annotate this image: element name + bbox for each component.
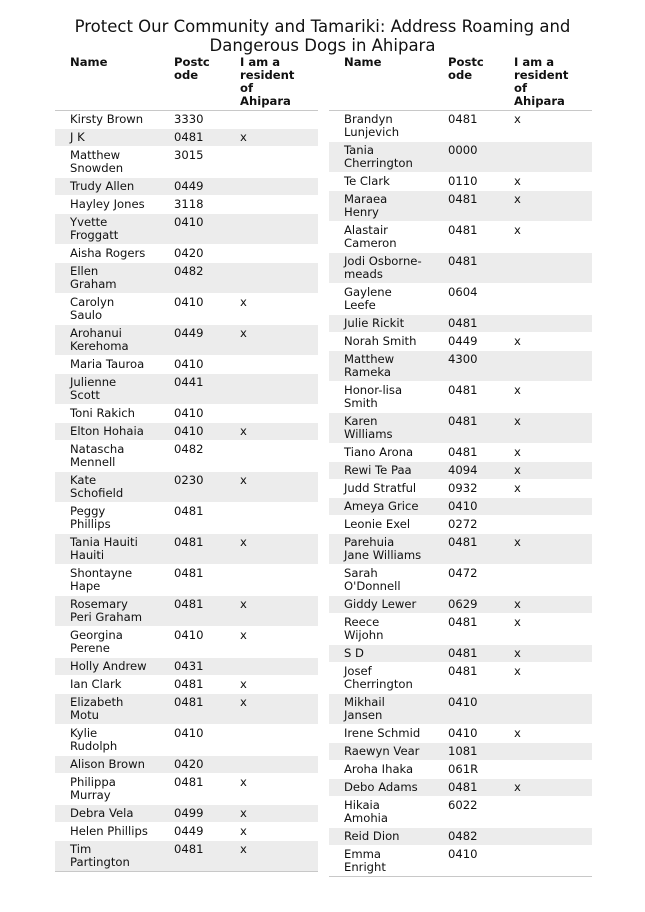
table-row xyxy=(55,805,318,823)
cell-resident xyxy=(499,828,592,846)
cell-postcode: 0481 xyxy=(433,111,499,142)
cell-name: Ian Clark xyxy=(55,676,159,694)
table-row xyxy=(55,823,318,841)
cell-resident xyxy=(499,565,592,596)
cell-name: S D xyxy=(329,645,433,663)
table-row xyxy=(329,191,592,222)
cell-postcode: 0410 xyxy=(433,846,499,877)
cell-name: Reece Wijohn xyxy=(329,614,433,645)
title-line-2: Dangerous Dogs in Ahipara xyxy=(209,36,436,55)
cell-resident xyxy=(225,111,318,129)
cell-name: Georgina Perene xyxy=(55,627,159,658)
table-row xyxy=(329,444,592,462)
cell-resident xyxy=(499,315,592,333)
cell-resident xyxy=(499,284,592,315)
table-row xyxy=(329,645,592,663)
table-row xyxy=(329,480,592,498)
table-row xyxy=(329,284,592,315)
table-row xyxy=(329,694,592,725)
table-row xyxy=(329,516,592,534)
cell-name: Helen Phillips xyxy=(55,823,159,841)
cell-postcode: 0472 xyxy=(433,565,499,596)
table-row xyxy=(329,614,592,645)
cell-name: Natascha Mennell xyxy=(55,441,159,472)
cell-resident: x xyxy=(499,645,592,663)
cell-resident xyxy=(499,694,592,725)
table-row xyxy=(329,761,592,779)
cell-resident xyxy=(499,142,592,173)
cell-name: Giddy Lewer xyxy=(329,596,433,614)
cell-postcode: 4300 xyxy=(433,351,499,382)
cell-postcode: 0410 xyxy=(159,405,225,423)
signatures-table-right xyxy=(329,56,592,877)
cell-postcode: 0410 xyxy=(433,725,499,743)
table-row xyxy=(329,142,592,173)
cell-resident: x xyxy=(499,462,592,480)
cell-resident: x xyxy=(225,472,318,503)
table-row xyxy=(329,846,592,877)
table-row xyxy=(329,413,592,444)
cell-postcode: 0449 xyxy=(433,333,499,351)
cell-postcode: 0449 xyxy=(159,325,225,356)
cell-postcode: 0481 xyxy=(159,596,225,627)
cell-resident xyxy=(499,253,592,284)
table-row xyxy=(55,596,318,627)
header-resident: I am a resident of Ahipara xyxy=(499,56,592,111)
cell-resident: x xyxy=(499,382,592,413)
document-title xyxy=(0,17,645,55)
cell-resident xyxy=(225,178,318,196)
cell-postcode: 0272 xyxy=(433,516,499,534)
table-row xyxy=(329,333,592,351)
table-row xyxy=(329,315,592,333)
cell-resident: x xyxy=(499,444,592,462)
cell-name: Alastair Cameron xyxy=(329,222,433,253)
cell-resident xyxy=(225,725,318,756)
cell-resident: x xyxy=(225,805,318,823)
table-row xyxy=(55,178,318,196)
cell-name: Irene Schmid xyxy=(329,725,433,743)
cell-postcode: 4094 xyxy=(433,462,499,480)
cell-postcode: 0481 xyxy=(159,694,225,725)
cell-name: Philippa Murray xyxy=(55,774,159,805)
table-row xyxy=(329,351,592,382)
cell-name: Sarah O'Donnell xyxy=(329,565,433,596)
cell-resident xyxy=(499,846,592,877)
cell-name: Josef Cherrington xyxy=(329,663,433,694)
cell-name: Peggy Phillips xyxy=(55,503,159,534)
table-body-left xyxy=(55,111,318,872)
table-row xyxy=(329,498,592,516)
header-row xyxy=(329,56,592,111)
cell-postcode: 0481 xyxy=(433,382,499,413)
cell-postcode: 0604 xyxy=(433,284,499,315)
cell-postcode: 0410 xyxy=(159,356,225,374)
table-row xyxy=(329,663,592,694)
cell-resident: x xyxy=(499,725,592,743)
table-row xyxy=(55,196,318,214)
cell-name: Rosemary Peri Graham xyxy=(55,596,159,627)
table-row xyxy=(329,222,592,253)
cell-name: Elton Hohaia xyxy=(55,423,159,441)
table-row xyxy=(55,111,318,129)
cell-name: Alison Brown xyxy=(55,756,159,774)
cell-name: Arohanui Kerehoma xyxy=(55,325,159,356)
cell-name: Raewyn Vear xyxy=(329,743,433,761)
cell-name: Ellen Graham xyxy=(55,263,159,294)
table-row xyxy=(329,743,592,761)
cell-name: Norah Smith xyxy=(329,333,433,351)
table-row xyxy=(55,147,318,178)
cell-name: Matthew Rameka xyxy=(329,351,433,382)
cell-name: Trudy Allen xyxy=(55,178,159,196)
cell-name: Carolyn Saulo xyxy=(55,294,159,325)
cell-resident xyxy=(499,498,592,516)
cell-postcode: 0410 xyxy=(159,294,225,325)
table-row xyxy=(55,694,318,725)
table-row xyxy=(329,596,592,614)
cell-postcode: 0410 xyxy=(159,423,225,441)
cell-resident xyxy=(225,263,318,294)
header-name: Name xyxy=(329,56,433,111)
cell-name: Leonie Exel xyxy=(329,516,433,534)
cell-postcode: 0410 xyxy=(433,694,499,725)
cell-name: Aroha Ihaka xyxy=(329,761,433,779)
cell-postcode: 0482 xyxy=(159,263,225,294)
cell-resident xyxy=(499,761,592,779)
cell-postcode: 0000 xyxy=(433,142,499,173)
cell-postcode: 1081 xyxy=(433,743,499,761)
cell-postcode: 3330 xyxy=(159,111,225,129)
table-row xyxy=(329,725,592,743)
table-row xyxy=(329,173,592,191)
table-row xyxy=(55,245,318,263)
cell-resident xyxy=(225,503,318,534)
cell-postcode: 0110 xyxy=(433,173,499,191)
header-postcode: Postc ode xyxy=(159,56,225,111)
cell-resident: x xyxy=(225,534,318,565)
cell-postcode: 0481 xyxy=(159,565,225,596)
cell-postcode: 0481 xyxy=(433,253,499,284)
cell-name: Kylie Rudolph xyxy=(55,725,159,756)
cell-resident: x xyxy=(499,111,592,142)
cell-postcode: 3118 xyxy=(159,196,225,214)
cell-name: Tim Partington xyxy=(55,841,159,872)
table-row xyxy=(55,565,318,596)
table-row xyxy=(329,111,592,142)
cell-resident: x xyxy=(225,596,318,627)
table-row xyxy=(55,627,318,658)
cell-resident: x xyxy=(225,774,318,805)
cell-name: Toni Rakich xyxy=(55,405,159,423)
cell-postcode: 0410 xyxy=(159,627,225,658)
cell-resident: x xyxy=(225,325,318,356)
cell-postcode: 0449 xyxy=(159,178,225,196)
cell-resident xyxy=(225,245,318,263)
table-row xyxy=(55,841,318,872)
cell-resident xyxy=(499,516,592,534)
cell-resident: x xyxy=(499,222,592,253)
cell-name: Kirsty Brown xyxy=(55,111,159,129)
cell-name: Kate Schofield xyxy=(55,472,159,503)
cell-postcode: 0481 xyxy=(433,779,499,797)
cell-name: Julie Rickit xyxy=(329,315,433,333)
table-row xyxy=(55,263,318,294)
cell-name: Parehuia Jane Williams xyxy=(329,534,433,565)
cell-postcode: 0482 xyxy=(433,828,499,846)
table-row xyxy=(329,565,592,596)
cell-resident xyxy=(225,756,318,774)
table-row xyxy=(329,462,592,480)
cell-postcode: 0481 xyxy=(433,222,499,253)
cell-name: Aisha Rogers xyxy=(55,245,159,263)
cell-name: Mikhail Jansen xyxy=(329,694,433,725)
signatures-table-left xyxy=(55,56,318,872)
cell-name: Emma Enright xyxy=(329,846,433,877)
table-body-right xyxy=(329,111,592,877)
cell-resident xyxy=(225,441,318,472)
cell-postcode: 0481 xyxy=(433,315,499,333)
cell-postcode: 0441 xyxy=(159,374,225,405)
cell-resident xyxy=(499,797,592,828)
cell-name: Judd Stratful xyxy=(329,480,433,498)
cell-resident xyxy=(225,374,318,405)
cell-postcode: 0449 xyxy=(159,823,225,841)
cell-postcode: 0410 xyxy=(433,498,499,516)
cell-name: Maria Tauroa xyxy=(55,356,159,374)
cell-postcode: 0420 xyxy=(159,756,225,774)
cell-postcode: 0481 xyxy=(433,191,499,222)
cell-postcode: 0499 xyxy=(159,805,225,823)
cell-resident xyxy=(499,743,592,761)
cell-resident: x xyxy=(499,779,592,797)
title-line-1: Protect Our Community and Tamariki: Address Roaming and xyxy=(74,17,571,36)
table-row xyxy=(55,756,318,774)
cell-name: Matthew Snowden xyxy=(55,147,159,178)
cell-postcode: 0420 xyxy=(159,245,225,263)
table-row xyxy=(329,253,592,284)
cell-name: Hayley Jones xyxy=(55,196,159,214)
table-row xyxy=(55,405,318,423)
cell-name: Holly Andrew xyxy=(55,658,159,676)
cell-name: Maraea Henry xyxy=(329,191,433,222)
cell-name: Reid Dion xyxy=(329,828,433,846)
table-row xyxy=(55,356,318,374)
cell-name: Debo Adams xyxy=(329,779,433,797)
table-row xyxy=(55,423,318,441)
table-row xyxy=(55,129,318,147)
table-row xyxy=(329,534,592,565)
cell-postcode: 0481 xyxy=(433,534,499,565)
cell-name: Te Clark xyxy=(329,173,433,191)
header-row xyxy=(55,56,318,111)
cell-resident: x xyxy=(499,480,592,498)
cell-resident: x xyxy=(225,423,318,441)
header-resident: I am a resident of Ahipara xyxy=(225,56,318,111)
table-row xyxy=(55,774,318,805)
table-row xyxy=(329,797,592,828)
table-row xyxy=(55,676,318,694)
cell-resident: x xyxy=(499,596,592,614)
cell-postcode: 0482 xyxy=(159,441,225,472)
cell-name: Hikaia Amohia xyxy=(329,797,433,828)
cell-postcode: 0410 xyxy=(159,725,225,756)
cell-postcode: 061R xyxy=(433,761,499,779)
table-row xyxy=(55,534,318,565)
cell-postcode: 0481 xyxy=(159,534,225,565)
cell-resident xyxy=(225,196,318,214)
cell-postcode: 0410 xyxy=(159,214,225,245)
cell-resident: x xyxy=(499,614,592,645)
cell-resident: x xyxy=(499,534,592,565)
cell-resident: x xyxy=(225,129,318,147)
table-row xyxy=(329,779,592,797)
cell-resident: x xyxy=(225,294,318,325)
cell-postcode: 3015 xyxy=(159,147,225,178)
cell-resident: x xyxy=(499,663,592,694)
cell-resident: x xyxy=(225,694,318,725)
cell-name: Shontayne Hape xyxy=(55,565,159,596)
table-row xyxy=(55,441,318,472)
cell-name: J K xyxy=(55,129,159,147)
cell-postcode: 0481 xyxy=(433,663,499,694)
table-row xyxy=(55,503,318,534)
table-row xyxy=(329,382,592,413)
cell-resident: x xyxy=(499,173,592,191)
cell-postcode: 0481 xyxy=(433,413,499,444)
cell-resident xyxy=(225,147,318,178)
cell-resident: x xyxy=(499,413,592,444)
cell-resident xyxy=(225,356,318,374)
cell-postcode: 0481 xyxy=(433,444,499,462)
cell-postcode: 0629 xyxy=(433,596,499,614)
cell-name: Ameya Grice xyxy=(329,498,433,516)
cell-name: Jodi Osborne- meads xyxy=(329,253,433,284)
cell-postcode: 0481 xyxy=(433,614,499,645)
header-postcode: Postc ode xyxy=(433,56,499,111)
table-row xyxy=(55,658,318,676)
table-row xyxy=(329,828,592,846)
table-row xyxy=(55,214,318,245)
cell-resident: x xyxy=(499,191,592,222)
cell-resident xyxy=(225,565,318,596)
cell-resident xyxy=(225,405,318,423)
cell-name: Elizabeth Motu xyxy=(55,694,159,725)
cell-postcode: 0481 xyxy=(159,841,225,872)
table-row xyxy=(55,472,318,503)
cell-resident xyxy=(225,658,318,676)
cell-name: Tania Hauiti Hauiti xyxy=(55,534,159,565)
header-name: Name xyxy=(55,56,159,111)
cell-postcode: 0932 xyxy=(433,480,499,498)
cell-name: Karen Williams xyxy=(329,413,433,444)
cell-name: Gaylene Leefe xyxy=(329,284,433,315)
cell-resident: x xyxy=(225,676,318,694)
cell-postcode: 0230 xyxy=(159,472,225,503)
cell-postcode: 0431 xyxy=(159,658,225,676)
cell-name: Tania Cherrington xyxy=(329,142,433,173)
cell-name: Debra Vela xyxy=(55,805,159,823)
cell-name: Honor-lisa Smith xyxy=(329,382,433,413)
cell-resident: x xyxy=(225,841,318,872)
cell-resident: x xyxy=(225,627,318,658)
cell-name: Yvette Froggatt xyxy=(55,214,159,245)
cell-postcode: 0481 xyxy=(159,129,225,147)
table-row xyxy=(55,325,318,356)
cell-resident: x xyxy=(499,333,592,351)
cell-postcode: 0481 xyxy=(159,676,225,694)
table-row xyxy=(55,725,318,756)
cell-postcode: 6022 xyxy=(433,797,499,828)
cell-postcode: 0481 xyxy=(159,774,225,805)
cell-name: Rewi Te Paa xyxy=(329,462,433,480)
cell-resident: x xyxy=(225,823,318,841)
cell-name: Julienne Scott xyxy=(55,374,159,405)
table-row xyxy=(55,294,318,325)
cell-postcode: 0481 xyxy=(433,645,499,663)
cell-name: Tiano Arona xyxy=(329,444,433,462)
cell-resident xyxy=(499,351,592,382)
table-row xyxy=(55,374,318,405)
cell-name: Brandyn Lunjevich xyxy=(329,111,433,142)
cell-postcode: 0481 xyxy=(159,503,225,534)
cell-resident xyxy=(225,214,318,245)
